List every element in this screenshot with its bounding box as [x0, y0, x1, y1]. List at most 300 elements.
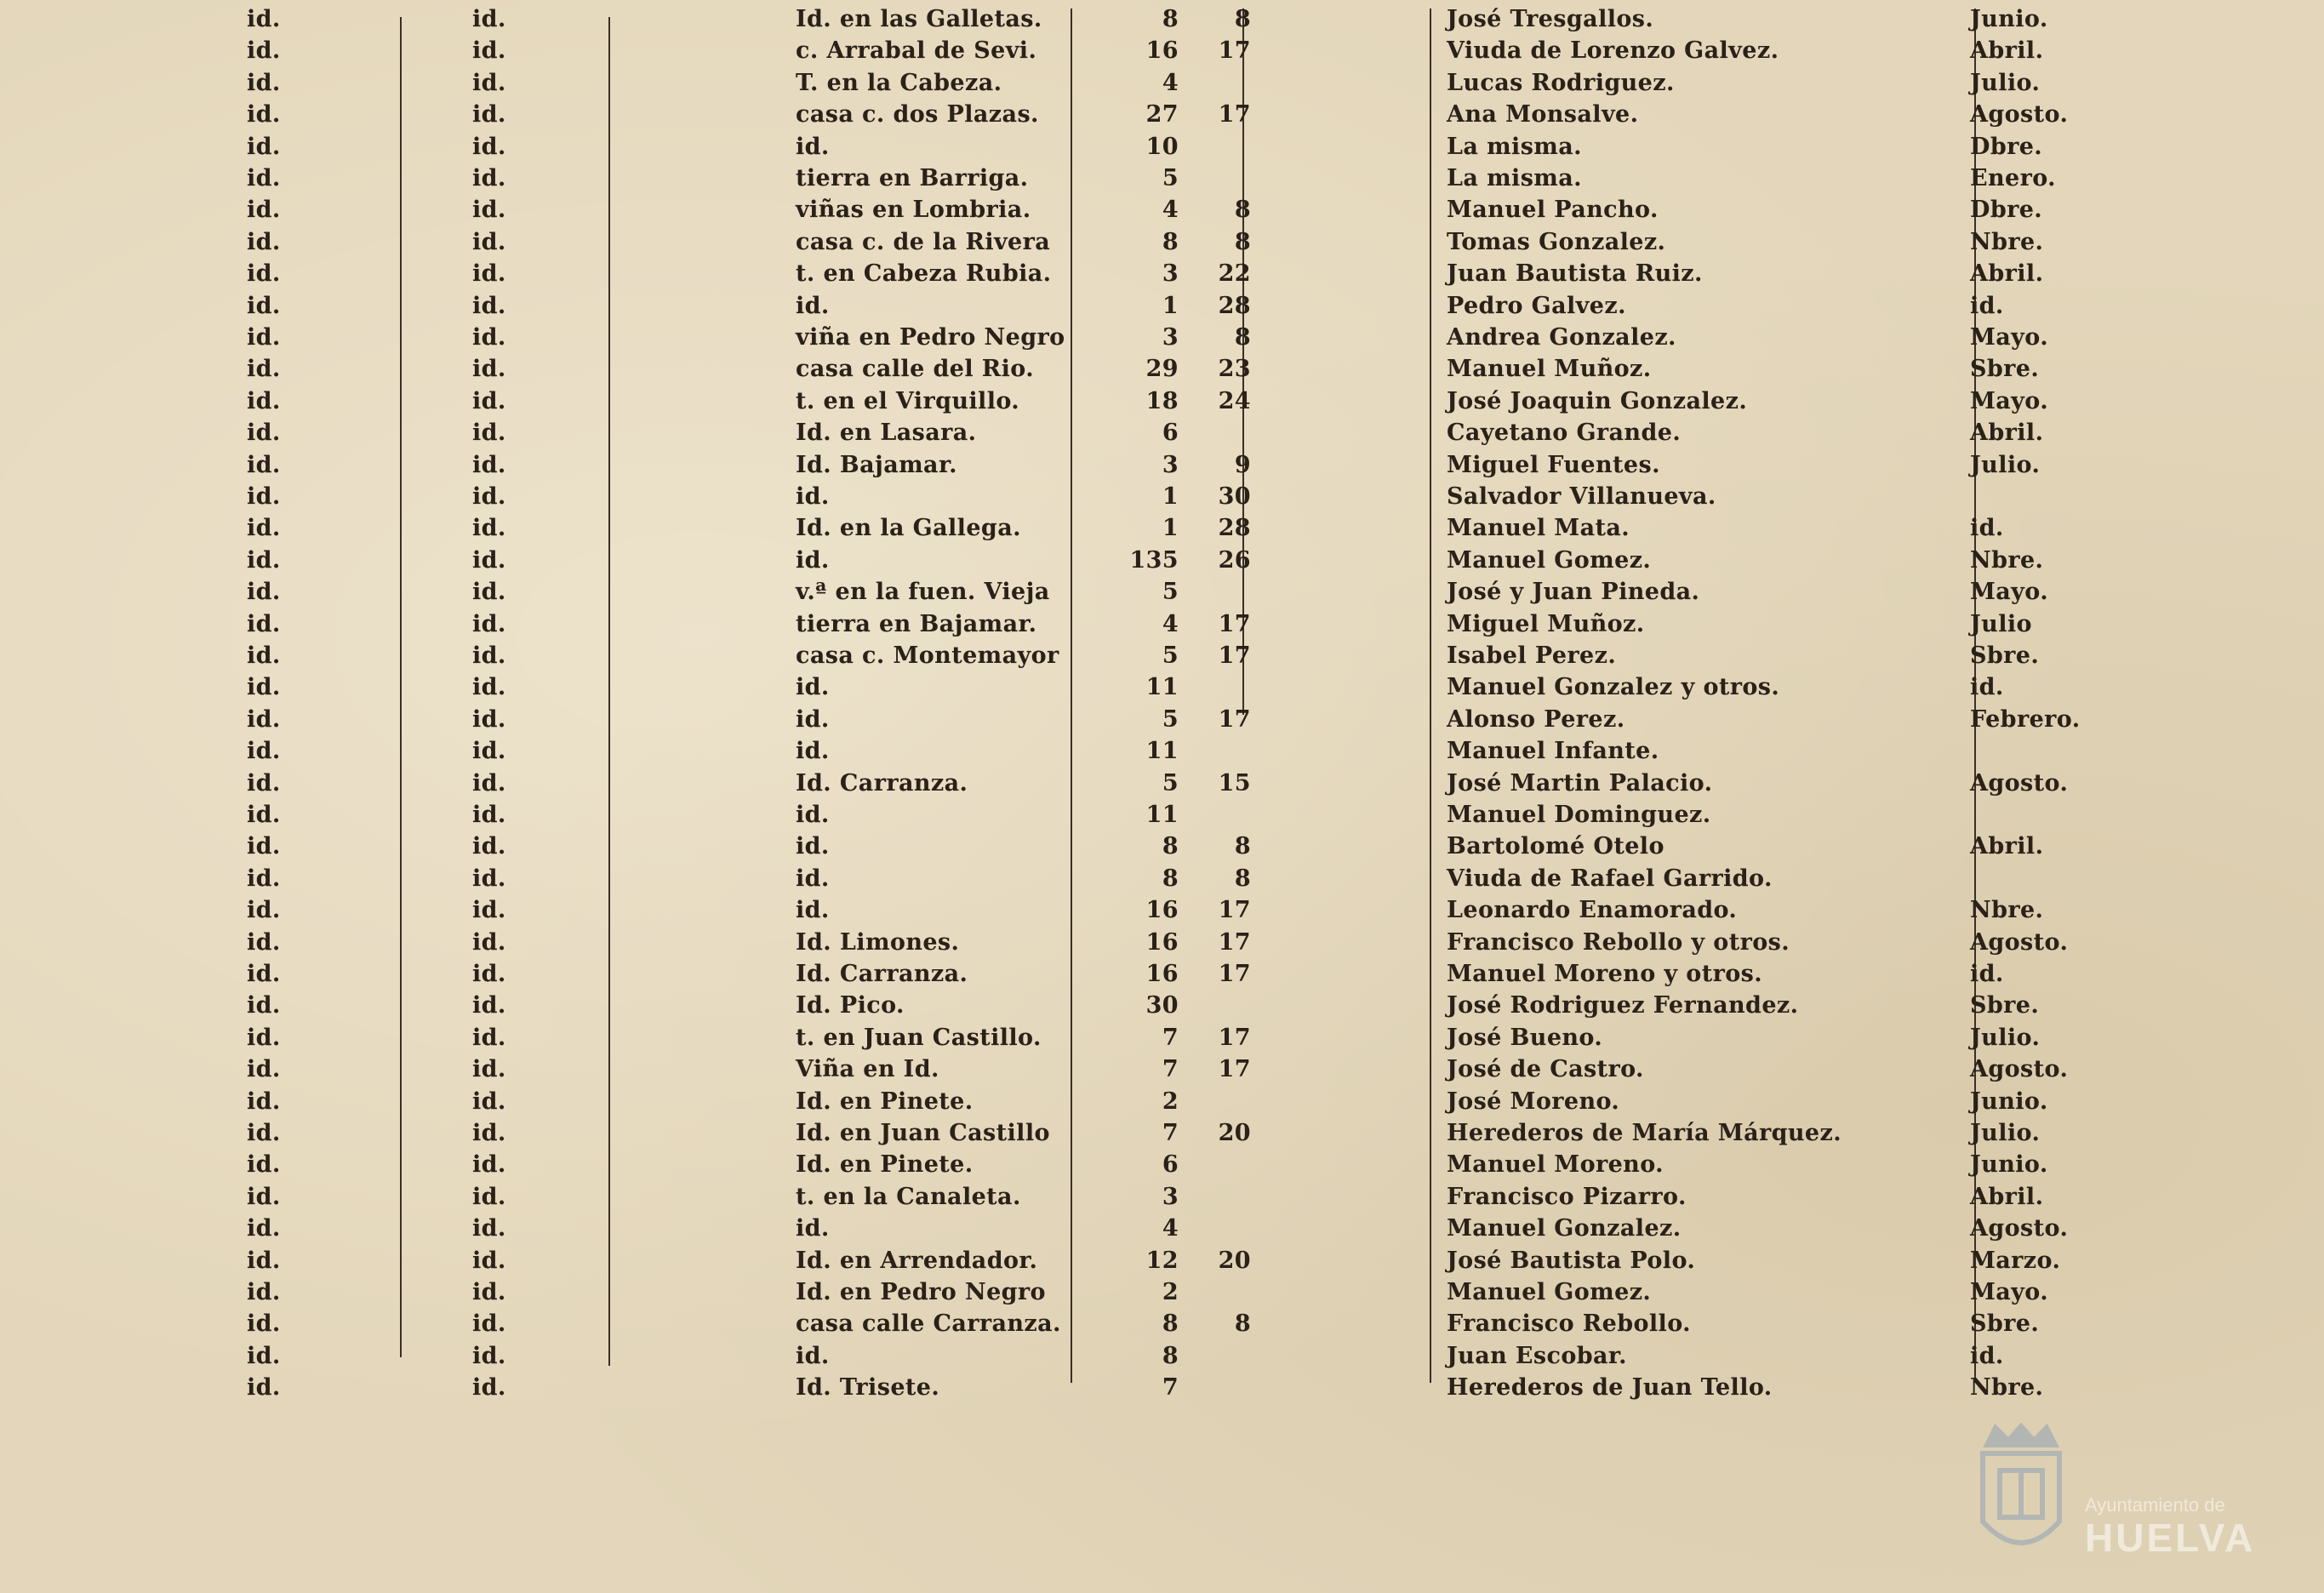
col-property: Id. en Pinete. [796, 1088, 974, 1115]
col-amount-reales: 8 [1162, 1342, 1179, 1369]
col-month: Julio. [1970, 1120, 2041, 1146]
watermark-line1: Ayuntamiento de [2085, 1494, 2225, 1516]
col-property: tierra en Barriga. [796, 165, 1029, 191]
col-property: v.ª en la fuen. Vieja [796, 579, 1050, 606]
col-month: Enero. [1970, 165, 2056, 191]
table-row [0, 1213, 2324, 1244]
col-amount-maravedis: 17 [1218, 897, 1251, 924]
col-property: c. Arrabal de Sevi. [796, 37, 1037, 65]
table-row [0, 322, 2324, 353]
col-amount-reales: 16 [1145, 897, 1179, 924]
col-month: Mayo. [1970, 1279, 2049, 1305]
col-parish: id. [472, 1279, 506, 1305]
col-amount-reales: 4 [1162, 69, 1179, 96]
col-amount-maravedis: 20 [1218, 1120, 1251, 1146]
col-property: t. en Juan Castillo. [796, 1024, 1042, 1051]
col-amount-maravedis: 28 [1218, 515, 1251, 542]
col-name: Manuel Moreno. [1447, 1151, 1664, 1179]
table-row [0, 1372, 2324, 1403]
col-municipality: id. [247, 928, 281, 956]
col-amount-reales: 16 [1145, 928, 1179, 956]
col-amount-maravedis: 20 [1218, 1247, 1251, 1274]
col-amount-maravedis: 28 [1218, 292, 1251, 319]
col-amount-reales: 11 [1145, 674, 1179, 701]
col-month: Julio [1970, 610, 2032, 637]
table-row [0, 449, 2324, 481]
col-month: Abril. [1970, 833, 2044, 860]
col-month: Dbre. [1970, 197, 2043, 224]
col-month: Mayo. [1970, 579, 2049, 606]
col-amount-reales: 2 [1162, 1279, 1179, 1305]
col-municipality: id. [247, 738, 281, 765]
huelva-coat-of-arms-icon [1966, 1419, 2076, 1573]
col-property: viña en Pedro Negro [796, 324, 1065, 351]
table-row [0, 99, 2324, 130]
col-parish: id. [472, 356, 506, 383]
col-name: Cayetano Grande. [1447, 420, 1682, 447]
col-month: id. [1970, 674, 2004, 701]
col-month: Marzo. [1970, 1247, 2061, 1274]
table-row [0, 735, 2324, 767]
col-property: id. [796, 802, 830, 828]
col-municipality: id. [247, 37, 281, 65]
col-amount-reales: 6 [1162, 420, 1179, 447]
col-municipality: id. [247, 1056, 281, 1083]
col-amount-maravedis: 8 [1234, 197, 1251, 224]
col-month: id. [1970, 292, 2004, 319]
col-property: id. [796, 1215, 830, 1242]
col-municipality: id. [247, 1215, 281, 1242]
col-month: Abril. [1970, 1183, 2044, 1210]
col-property: id. [796, 292, 830, 319]
col-parish: id. [472, 1056, 506, 1083]
col-amount-reales: 16 [1145, 37, 1179, 65]
col-amount-reales: 5 [1162, 165, 1179, 191]
col-amount-maravedis: 17 [1218, 101, 1251, 128]
col-municipality: id. [247, 1024, 281, 1051]
table-row [0, 1086, 2324, 1117]
col-property: Id. Trisete. [796, 1374, 940, 1402]
table-row [0, 799, 2324, 831]
col-name: Manuel Moreno y otros. [1447, 961, 1763, 987]
col-amount-maravedis: 17 [1218, 961, 1251, 987]
table-row [0, 1181, 2324, 1213]
col-parish: id. [472, 37, 506, 65]
col-municipality: id. [247, 1310, 281, 1338]
col-municipality: id. [247, 6, 281, 32]
col-name: Lucas Rodriguez. [1447, 69, 1675, 96]
col-parish: id. [472, 897, 506, 924]
col-name: Manuel Dominguez. [1447, 802, 1711, 828]
col-amount-reales: 1 [1162, 515, 1179, 542]
col-parish: id. [472, 610, 506, 637]
table-row [0, 1340, 2324, 1372]
col-name: Francisco Rebollo. [1447, 1310, 1691, 1338]
col-month: Sbre. [1970, 992, 2040, 1019]
col-parish: id. [472, 992, 506, 1019]
col-name: Salvador Villanueva. [1447, 483, 1716, 510]
col-property: Id. Bajamar. [796, 451, 957, 478]
col-property: id. [796, 865, 830, 892]
col-municipality: id. [247, 420, 281, 447]
col-amount-maravedis: 8 [1234, 865, 1251, 892]
col-name: José Bueno. [1447, 1024, 1603, 1051]
col-municipality: id. [247, 292, 281, 319]
col-name: José Moreno. [1447, 1088, 1620, 1115]
watermark-line2: HUELVA [2085, 1516, 2256, 1560]
col-month: Nbre. [1970, 1374, 2044, 1402]
col-name: José Rodriguez Fernandez. [1447, 992, 1799, 1019]
col-amount-maravedis: 15 [1218, 769, 1251, 796]
col-property: t. en la Canaleta. [796, 1183, 1021, 1210]
table-row [0, 3, 2324, 35]
col-amount-maravedis: 8 [1234, 1310, 1251, 1338]
col-name: Miguel Fuentes. [1447, 451, 1660, 478]
col-name: Francisco Rebollo y otros. [1447, 928, 1790, 956]
table-row [0, 576, 2324, 608]
col-month: Julio. [1970, 1024, 2041, 1051]
table-row [0, 1245, 2324, 1276]
col-property: Id. en Lasara. [796, 420, 977, 447]
col-property: Id. en las Galletas. [796, 6, 1042, 32]
table-row [0, 290, 2324, 322]
col-name: Manuel Gomez. [1447, 546, 1652, 574]
table-row [0, 131, 2324, 163]
table-row [0, 863, 2324, 894]
col-property: id. [796, 674, 830, 701]
table-row [0, 226, 2324, 258]
table-row [0, 512, 2324, 544]
col-name: La misma. [1447, 133, 1582, 160]
col-parish: id. [472, 642, 506, 669]
col-municipality: id. [247, 705, 281, 733]
col-parish: id. [472, 228, 506, 255]
col-municipality: id. [247, 356, 281, 383]
col-month: Febrero. [1970, 705, 2081, 733]
col-property: id. [796, 833, 830, 860]
col-name: Juan Escobar. [1447, 1342, 1627, 1369]
col-parish: id. [472, 546, 506, 574]
col-municipality: id. [247, 546, 281, 574]
col-name: Viuda de Rafael Garrido. [1447, 865, 1773, 892]
col-month: Sbre. [1970, 1310, 2040, 1338]
table-row [0, 194, 2324, 226]
col-amount-maravedis: 17 [1218, 1056, 1251, 1083]
col-parish: id. [472, 451, 506, 478]
col-municipality: id. [247, 324, 281, 351]
col-property: Id. en Arrendador. [796, 1247, 1038, 1274]
col-municipality: id. [247, 674, 281, 701]
col-name: Manuel Pancho. [1447, 197, 1659, 224]
col-name: Juan Bautista Ruiz. [1447, 260, 1703, 288]
table-row [0, 1308, 2324, 1339]
col-parish: id. [472, 197, 506, 224]
col-property: t. en el Virquillo. [796, 387, 1020, 414]
col-parish: id. [472, 133, 506, 160]
col-parish: id. [472, 1151, 506, 1179]
col-property: Id. Carranza. [796, 961, 968, 987]
table-row [0, 927, 2324, 958]
col-name: José Bautista Polo. [1447, 1247, 1696, 1274]
col-name: José Joaquin Gonzalez. [1447, 387, 1748, 414]
col-parish: id. [472, 1120, 506, 1146]
col-parish: id. [472, 101, 506, 128]
col-property: id. [796, 897, 830, 924]
col-municipality: id. [247, 961, 281, 987]
col-property: t. en Cabeza Rubia. [796, 260, 1052, 288]
col-parish: id. [472, 1374, 506, 1402]
table-row [0, 353, 2324, 385]
col-month: Julio. [1970, 69, 2041, 96]
col-parish: id. [472, 928, 506, 956]
col-property: casa c. dos Plazas. [796, 101, 1039, 128]
col-amount-maravedis: 17 [1218, 37, 1251, 65]
col-municipality: id. [247, 260, 281, 288]
table-row [0, 1149, 2324, 1180]
col-municipality: id. [247, 1120, 281, 1146]
col-property: id. [796, 1342, 830, 1369]
col-month: Julio. [1970, 451, 2041, 478]
col-municipality: id. [247, 833, 281, 860]
col-parish: id. [472, 1342, 506, 1369]
col-parish: id. [472, 738, 506, 765]
col-month: Nbre. [1970, 228, 2044, 255]
col-municipality: id. [247, 483, 281, 510]
col-parish: id. [472, 420, 506, 447]
col-name: Ana Monsalve. [1447, 101, 1639, 128]
col-municipality: id. [247, 1151, 281, 1179]
col-name: José Martin Palacio. [1447, 769, 1713, 796]
col-month: Agosto. [1970, 101, 2069, 128]
col-municipality: id. [247, 992, 281, 1019]
col-name: Pedro Galvez. [1447, 292, 1626, 319]
col-parish: id. [472, 579, 506, 606]
table-row [0, 1276, 2324, 1308]
col-property: casa c. de la Rivera [796, 228, 1051, 255]
col-month: Abril. [1970, 420, 2044, 447]
col-amount-reales: 8 [1162, 833, 1179, 860]
col-municipality: id. [247, 769, 281, 796]
col-parish: id. [472, 833, 506, 860]
col-property: id. [796, 546, 830, 574]
col-municipality: id. [247, 101, 281, 128]
col-parish: id. [472, 1215, 506, 1242]
col-month: Nbre. [1970, 897, 2044, 924]
col-name: Manuel Gonzalez. [1447, 1215, 1682, 1242]
col-name: Isabel Perez. [1447, 642, 1617, 669]
col-municipality: id. [247, 451, 281, 478]
col-property: Id. en Pedro Negro [796, 1279, 1046, 1305]
col-property: tierra en Bajamar. [796, 610, 1037, 637]
col-month: Abril. [1970, 37, 2044, 65]
table-row [0, 831, 2324, 862]
col-month: Dbre. [1970, 133, 2043, 160]
col-property: Id. en la Gallega. [796, 515, 1021, 542]
col-parish: id. [472, 1088, 506, 1115]
col-name: Manuel Gonzalez y otros. [1447, 674, 1780, 701]
col-month: Agosto. [1970, 1215, 2069, 1242]
col-municipality: id. [247, 133, 281, 160]
col-name: Herederos de Juan Tello. [1447, 1374, 1773, 1402]
col-parish: id. [472, 515, 506, 542]
col-property: id. [796, 705, 830, 733]
ayuntamiento-huelva-watermark [1966, 1419, 2272, 1573]
col-amount-reales: 8 [1162, 1310, 1179, 1338]
col-municipality: id. [247, 1342, 281, 1369]
col-amount-reales: 7 [1162, 1374, 1179, 1402]
col-amount-reales: 3 [1162, 451, 1179, 478]
col-municipality: id. [247, 1279, 281, 1305]
col-name: Manuel Gomez. [1447, 1279, 1652, 1305]
col-amount-reales: 5 [1162, 769, 1179, 796]
col-municipality: id. [247, 1374, 281, 1402]
col-property: T. en la Cabeza. [796, 69, 1002, 96]
col-name: José y Juan Pineda. [1447, 579, 1700, 606]
table-row [0, 35, 2324, 66]
col-amount-maravedis: 17 [1218, 610, 1251, 637]
col-amount-reales: 1 [1162, 483, 1179, 510]
col-amount-reales: 18 [1145, 387, 1179, 414]
col-property: casa calle Carranza. [796, 1310, 1061, 1338]
col-property: id. [796, 133, 830, 160]
table-row [0, 640, 2324, 671]
col-amount-maravedis: 17 [1218, 1024, 1251, 1051]
table-row [0, 417, 2324, 448]
col-amount-maravedis: 9 [1234, 451, 1251, 478]
col-name: Viuda de Lorenzo Galvez. [1447, 37, 1779, 65]
col-parish: id. [472, 705, 506, 733]
col-name: Manuel Mata. [1447, 515, 1630, 542]
col-amount-reales: 8 [1162, 6, 1179, 32]
col-month: Sbre. [1970, 356, 2040, 383]
col-municipality: id. [247, 897, 281, 924]
col-name: Andrea Gonzalez. [1447, 324, 1676, 351]
col-amount-reales: 5 [1162, 705, 1179, 733]
col-municipality: id. [247, 387, 281, 414]
col-name: José de Castro. [1447, 1056, 1644, 1083]
col-month: Agosto. [1970, 928, 2069, 956]
col-month: Nbre. [1970, 546, 2044, 574]
col-amount-reales: 8 [1162, 228, 1179, 255]
col-property: Viña en Id. [796, 1056, 939, 1083]
table-row [0, 894, 2324, 926]
col-amount-maravedis: 17 [1218, 705, 1251, 733]
col-month: id. [1970, 1342, 2004, 1369]
table-row [0, 671, 2324, 703]
col-amount-reales: 11 [1145, 802, 1179, 828]
col-month: Agosto. [1970, 769, 2069, 796]
col-property: casa calle del Rio. [796, 356, 1034, 383]
col-amount-maravedis: 8 [1234, 833, 1251, 860]
col-property: Id. Carranza. [796, 769, 968, 796]
col-amount-maravedis: 8 [1234, 324, 1251, 351]
col-amount-reales: 7 [1162, 1056, 1179, 1083]
col-month: Agosto. [1970, 1056, 2069, 1083]
col-month: Mayo. [1970, 387, 2049, 414]
col-amount-maravedis: 8 [1234, 228, 1251, 255]
col-amount-reales: 4 [1162, 610, 1179, 637]
col-property: Id. en Juan Castillo [796, 1120, 1050, 1146]
col-name: Herederos de María Márquez. [1447, 1120, 1842, 1146]
col-parish: id. [472, 674, 506, 701]
col-parish: id. [472, 1024, 506, 1051]
col-municipality: id. [247, 579, 281, 606]
table-row [0, 768, 2324, 799]
col-parish: id. [472, 69, 506, 96]
col-amount-reales: 16 [1145, 961, 1179, 987]
table-row [0, 990, 2324, 1021]
table-row [0, 67, 2324, 99]
col-municipality: id. [247, 1183, 281, 1210]
col-amount-maravedis: 24 [1218, 387, 1251, 414]
col-amount-reales: 135 [1129, 546, 1179, 574]
col-amount-reales: 29 [1145, 356, 1179, 383]
table-row [0, 258, 2324, 289]
table-row [0, 385, 2324, 417]
col-name: Manuel Infante. [1447, 738, 1659, 765]
col-amount-reales: 27 [1145, 101, 1179, 128]
col-amount-maravedis: 17 [1218, 642, 1251, 669]
col-amount-reales: 5 [1162, 579, 1179, 606]
col-municipality: id. [247, 197, 281, 224]
col-amount-maravedis: 17 [1218, 928, 1251, 956]
col-month: Junio. [1970, 1151, 2048, 1179]
col-municipality: id. [247, 515, 281, 542]
col-property: id. [796, 483, 830, 510]
col-amount-reales: 12 [1145, 1247, 1179, 1274]
table-row [0, 163, 2324, 194]
col-amount-reales: 6 [1162, 1151, 1179, 1179]
col-name: Francisco Pizarro. [1447, 1183, 1687, 1210]
col-amount-reales: 3 [1162, 1183, 1179, 1210]
col-parish: id. [472, 1310, 506, 1338]
col-property: Id. Limones. [796, 928, 960, 956]
col-municipality: id. [247, 802, 281, 828]
col-municipality: id. [247, 69, 281, 96]
col-amount-maravedis: 8 [1234, 6, 1251, 32]
table-row [0, 958, 2324, 990]
col-name: José Tresgallos. [1447, 6, 1654, 32]
col-month: Junio. [1970, 6, 2048, 32]
col-amount-reales: 1 [1162, 292, 1179, 319]
col-municipality: id. [247, 228, 281, 255]
col-name: Leonardo Enamorado. [1447, 897, 1738, 924]
col-name: Manuel Muñoz. [1447, 356, 1652, 383]
col-amount-reales: 4 [1162, 1215, 1179, 1242]
col-amount-reales: 30 [1145, 992, 1179, 1019]
table-row [0, 1117, 2324, 1149]
col-name: Alonso Perez. [1447, 705, 1625, 733]
col-municipality: id. [247, 865, 281, 892]
col-parish: id. [472, 1247, 506, 1274]
col-property: id. [796, 738, 830, 765]
col-parish: id. [472, 292, 506, 319]
col-parish: id. [472, 6, 506, 32]
col-name: Bartolomé Otelo [1447, 833, 1664, 860]
col-amount-maravedis: 23 [1218, 356, 1251, 383]
col-property: viñas en Lombria. [796, 197, 1031, 224]
col-parish: id. [472, 260, 506, 288]
table-row [0, 608, 2324, 640]
col-amount-reales: 8 [1162, 865, 1179, 892]
table-row [0, 1053, 2324, 1085]
col-amount-reales: 7 [1162, 1024, 1179, 1051]
col-municipality: id. [247, 1088, 281, 1115]
table-row [0, 704, 2324, 735]
col-parish: id. [472, 1183, 506, 1210]
col-parish: id. [472, 483, 506, 510]
col-parish: id. [472, 324, 506, 351]
